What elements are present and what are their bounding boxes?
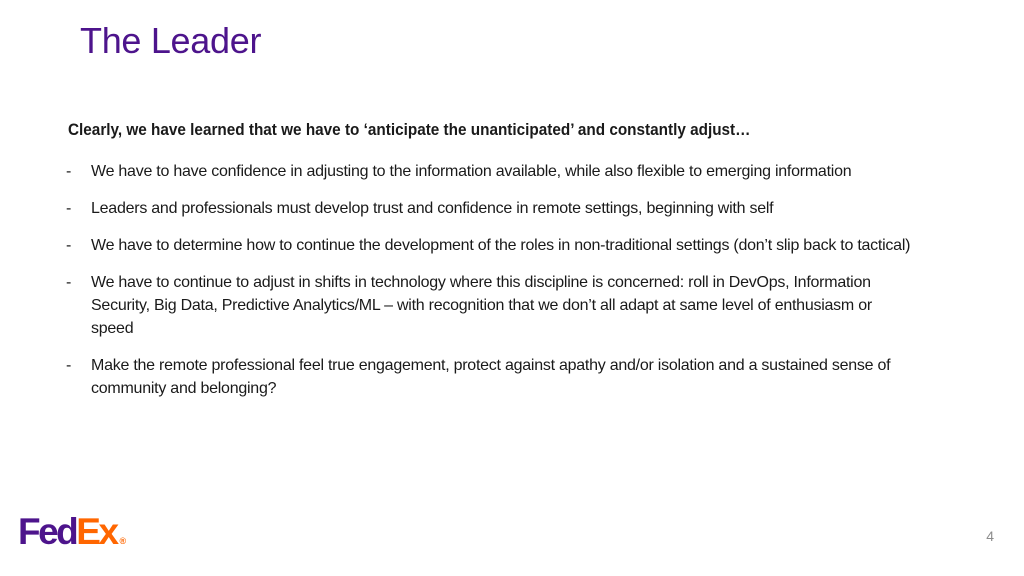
logo-ex-text: Ex [76,511,117,552]
bullet-item [66,234,916,257]
bullet-marker: - [66,200,72,217]
bullet-item [66,160,916,183]
bullet-marker: - [66,163,72,180]
bullet-marker: - [66,237,72,254]
bullet-text: Leaders and professionals must develop trust and confidence in remote settings, beginning with self [91,200,774,217]
slide-title: The Leader [80,20,262,61]
bullet-list [66,160,916,414]
bullet-text: Make the remote professional feel true engagement, protect against apathy and/or isolation and a sustained sense of community and belonging? [91,357,891,397]
fedex-logo [18,512,126,561]
bullet-text: We have to have confidence in adjusting to the information available, while also flexible to emerging information [91,163,852,180]
bullet-marker: - [66,274,72,291]
bullet-text: We have to determine how to continue the development of the roles in non-traditional settings (don’t slip back to tactical) [91,237,911,254]
bullet-item [66,197,916,220]
bullet-item [66,354,916,400]
bullet-text: We have to continue to adjust in shifts in technology where this discipline is concerned: roll in DevOps, Information Security, Big Data, Predictive Analytics/ML – with recognition that we don’t all adapt at same level of enthusiasm or speed [91,274,872,337]
bullet-item [66,271,916,340]
logo-fed-text: Fed [18,511,77,552]
page-number: 4 [986,528,994,544]
registered-mark: ® [119,536,127,546]
bullet-marker: - [66,357,72,374]
intro-heading: Clearly, we have learned that we have to ‘anticipate the unanticipated’ and constantly adjust… [68,120,751,139]
